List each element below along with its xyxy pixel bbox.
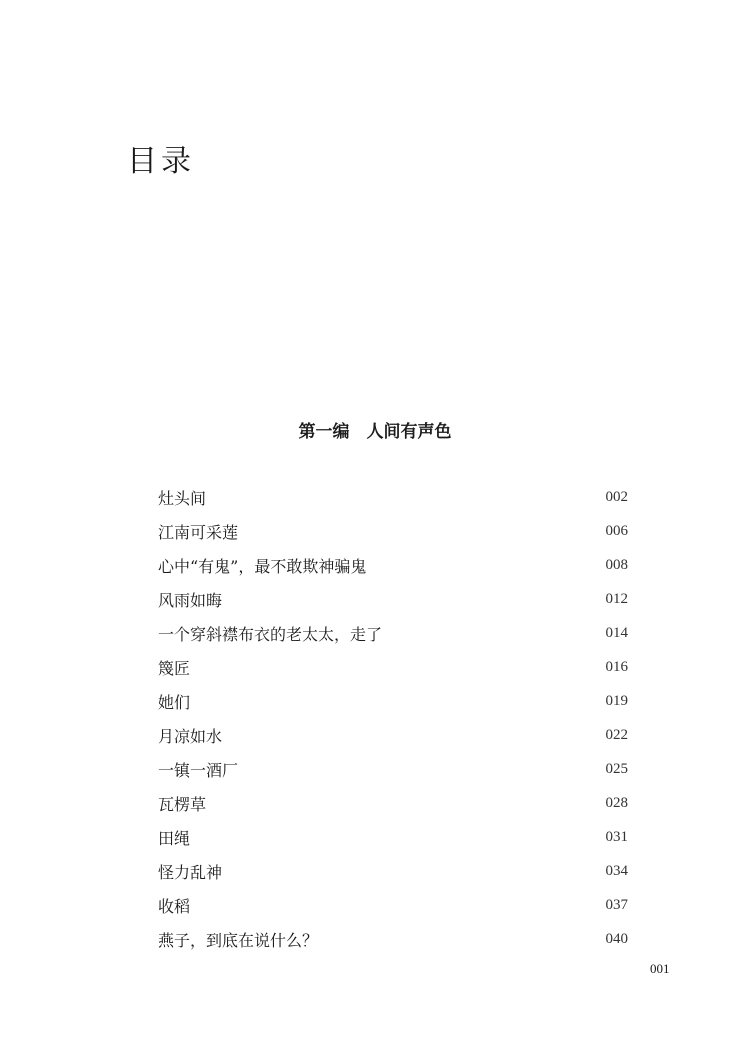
toc-entry-title: 月凉如水 bbox=[158, 726, 223, 746]
page-number: 001 bbox=[650, 961, 670, 976]
toc-entry-page: 019 bbox=[605, 692, 628, 709]
toc-entry-page: 040 bbox=[605, 930, 628, 947]
toc-entry[interactable] bbox=[158, 922, 628, 956]
toc-entry-title: 燕子，到底在说什么？ bbox=[158, 930, 319, 950]
toc-entry[interactable] bbox=[158, 820, 628, 854]
toc-entry-page: 012 bbox=[605, 590, 628, 607]
toc-entry-page: 034 bbox=[605, 862, 628, 879]
toc-entry[interactable] bbox=[158, 650, 628, 684]
toc-entry-title: 瓦楞草 bbox=[158, 794, 207, 814]
toc-entry-page: 028 bbox=[605, 794, 628, 811]
toc-entry-title: 田绳 bbox=[158, 828, 191, 848]
toc-entry-page: 014 bbox=[605, 624, 628, 641]
toc-entry-page: 002 bbox=[605, 488, 628, 505]
toc-entry[interactable] bbox=[158, 888, 628, 922]
toc-entry[interactable] bbox=[158, 752, 628, 786]
toc-entry[interactable] bbox=[158, 616, 628, 650]
toc-entry-title: 篾匠 bbox=[158, 658, 191, 678]
toc-entry[interactable] bbox=[158, 548, 628, 582]
toc-entry[interactable] bbox=[158, 514, 628, 548]
toc-entry-title: 江南可采莲 bbox=[158, 522, 239, 542]
toc-entry[interactable] bbox=[158, 786, 628, 820]
toc-entry[interactable] bbox=[158, 684, 628, 718]
toc-entry-title: 怪力乱神 bbox=[158, 862, 223, 882]
toc-entry[interactable] bbox=[158, 718, 628, 752]
toc-entry-title: 一镇一酒厂 bbox=[158, 760, 239, 780]
toc-entry-page: 022 bbox=[605, 726, 628, 743]
toc-entry-title: 她们 bbox=[158, 692, 191, 712]
toc-entry-page: 008 bbox=[605, 556, 628, 573]
toc-entry-page: 006 bbox=[605, 522, 628, 539]
section-heading: 第一编 人间有声色 bbox=[298, 422, 452, 442]
toc-entry-page: 016 bbox=[605, 658, 628, 675]
toc-entry-title: 一个穿斜襟布衣的老太太，走了 bbox=[158, 624, 383, 644]
toc-entry-title: 风雨如晦 bbox=[158, 590, 223, 610]
toc-entry-title: 心中“有鬼”，最不敢欺神骗鬼 bbox=[158, 556, 367, 576]
toc-entry-title: 收稻 bbox=[158, 896, 191, 916]
toc-list bbox=[158, 480, 628, 956]
toc-entry[interactable] bbox=[158, 582, 628, 616]
toc-entry[interactable] bbox=[158, 480, 628, 514]
toc-entry-title: 灶头间 bbox=[158, 488, 207, 508]
toc-entry-page: 031 bbox=[605, 828, 628, 845]
toc-entry-page: 037 bbox=[605, 896, 628, 913]
toc-title: 目录 bbox=[127, 144, 195, 179]
toc-entry-page: 025 bbox=[605, 760, 628, 777]
toc-entry[interactable] bbox=[158, 854, 628, 888]
